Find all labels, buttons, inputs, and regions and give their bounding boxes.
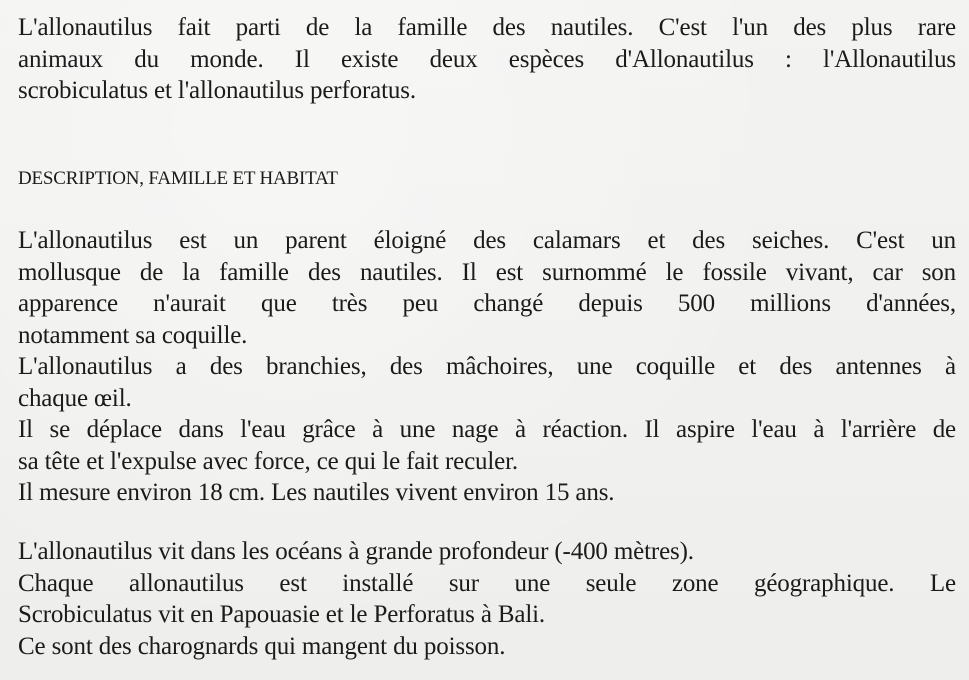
description-line-6: chaque œil. [18,384,132,412]
description-line-5: L'allonautilus a des branchies, des mâchoires, une coquille et des antennes à [18,353,956,380]
habitat-line-4: Ce sont des charognards qui mangent du poisson. [18,632,506,660]
habitat-paragraph [18,536,956,662]
description-line-8: sa tête et l'expulse avec force, ce qui le fait reculer. [18,447,518,475]
habitat-line-1: L'allonautilus vit dans les océans à grande profondeur (-400 mètres). [18,538,694,565]
section-heading: DESCRIPTION, FAMILLE ET HABITAT [18,168,338,189]
habitat-line-2: Chaque allonautilus est installé sur une seule zone géographique. Le [18,569,956,597]
intro-line-3: scrobiculatus et l'allonautilus perforatus. [18,77,416,104]
description-paragraph [18,225,956,509]
description-line-1: L'allonautilus est un parent éloigné des calamars et des seiches. C'est un [18,227,956,254]
description-line-4: notamment sa coquille. [18,321,248,349]
habitat-line-3: Scrobiculatus vit en Papouasie et le Perforatus à Bali. [18,601,546,628]
description-line-7: Il se déplace dans l'eau grâce à une nage à réaction. Il aspire l'eau à l'arrière de [18,416,956,443]
description-line-3: apparence n'aurait que très peu changé depuis 500 millions d'années, [18,290,956,317]
description-line-9: Il mesure environ 18 cm. Les nautiles vivent environ 15 ans. [18,479,615,506]
intro-line-1: L'allonautilus fait parti de la famille des nautiles. C'est l'un des plus rare [18,14,956,41]
intro-paragraph [18,12,956,107]
description-line-2: mollusque de la famille des nautiles. Il est surnommé le fossile vivant, car son [18,258,956,286]
intro-line-2: animaux du monde. Il existe deux espèces d'Allonautilus : l'Allonautilus [18,45,956,73]
